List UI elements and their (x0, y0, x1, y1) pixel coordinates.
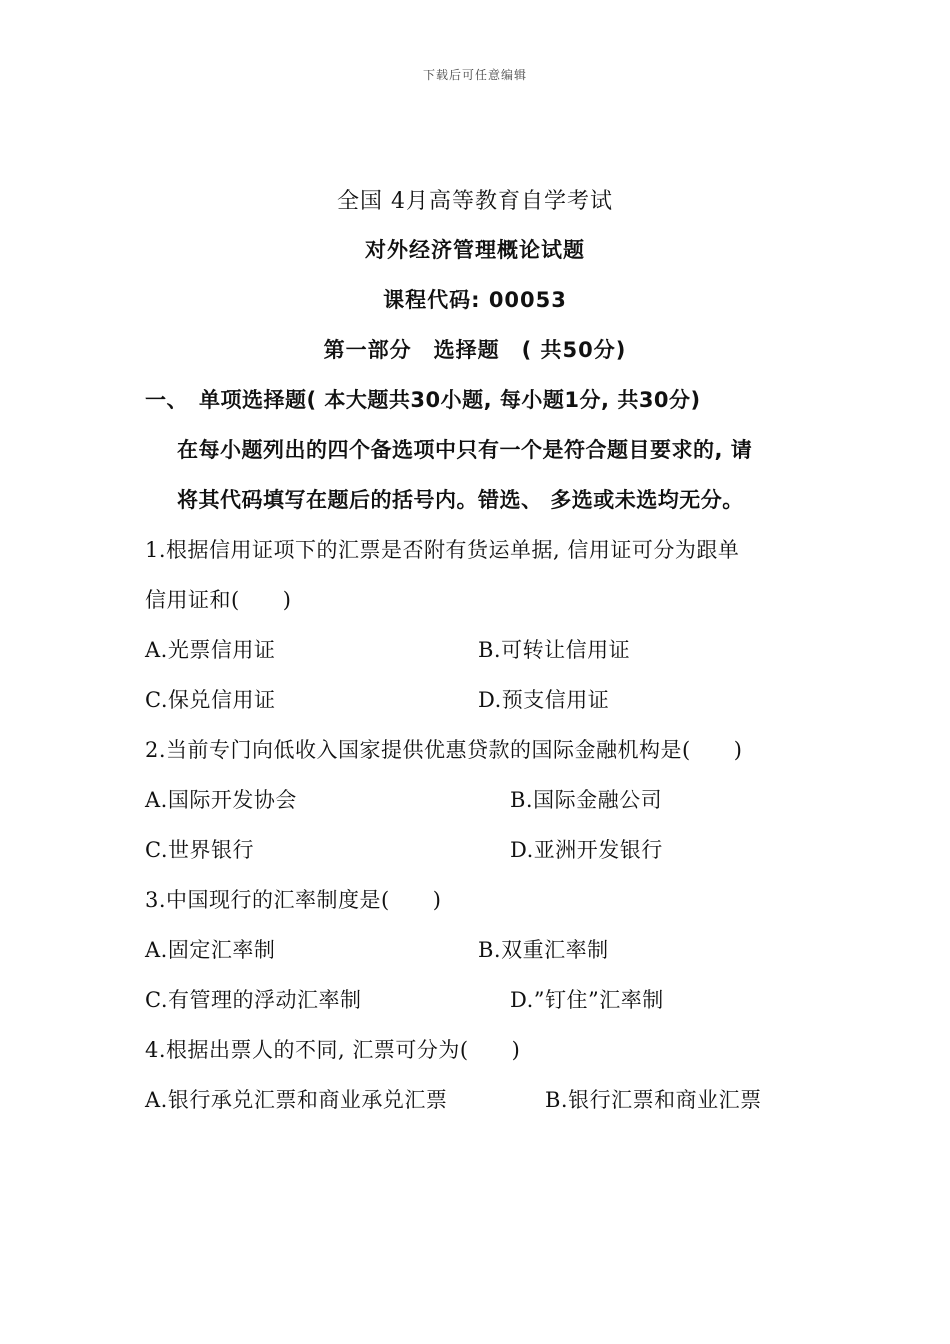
question-2-option-b: B.国际金融公司 (510, 788, 663, 812)
question-1-option-b: B.可转让信用证 (478, 638, 631, 662)
question-4-option-a: A.银行承兑汇票和商业承兑汇票 (145, 1088, 448, 1112)
question-1-stem-line-1: 1.根据信用证项下的汇票是否附有货运单据, 信用证可分为跟单 (145, 538, 740, 562)
question-3-option-b: B.双重汇率制 (478, 938, 609, 962)
question-2-option-c: C.世界银行 (145, 838, 254, 862)
header-watermark: 下载后可任意编辑 (422, 68, 527, 82)
question-2-stem: 2.当前专门向低收入国家提供优惠贷款的国际金融机构是( ) (145, 738, 743, 762)
instruction-line-1: 在每小题列出的四个备选项中只有一个是符合题目要求的, 请 (177, 438, 753, 462)
instruction-line-2: 将其代码填写在题后的括号内。错选、 多选或未选均无分。 (177, 488, 744, 512)
question-4-option-b: B.银行汇票和商业汇票 (545, 1088, 762, 1112)
part-title: 第一部分 选择题 ( 共50分) (323, 338, 627, 362)
question-1-option-a: A.光票信用证 (145, 638, 276, 662)
question-1-stem-line-2: 信用证和( ) (145, 588, 292, 612)
exam-title: 全国 4月高等教育自学考试 (337, 189, 613, 214)
question-1-option-c: C.保兑信用证 (145, 688, 276, 712)
section-heading: 一、 单项选择题( 本大题共30小题, 每小题1分, 共30分) (145, 388, 701, 412)
question-3-option-c: C.有管理的浮动汇率制 (145, 988, 362, 1012)
question-3-stem: 3.中国现行的汇率制度是( ) (145, 888, 442, 912)
course-code: 课程代码: 00053 (383, 288, 567, 312)
question-1-option-d: D.预支信用证 (478, 688, 610, 712)
question-2-option-a: A.国际开发协会 (145, 788, 297, 812)
question-3-option-d: D.”钉住”汇率制 (510, 988, 664, 1012)
subject-title: 对外经济管理概论试题 (365, 238, 585, 262)
question-3-option-a: A.固定汇率制 (145, 938, 276, 962)
question-2-option-d: D.亚洲开发银行 (510, 838, 663, 862)
question-4-stem: 4.根据出票人的不同, 汇票可分为( ) (145, 1038, 521, 1062)
